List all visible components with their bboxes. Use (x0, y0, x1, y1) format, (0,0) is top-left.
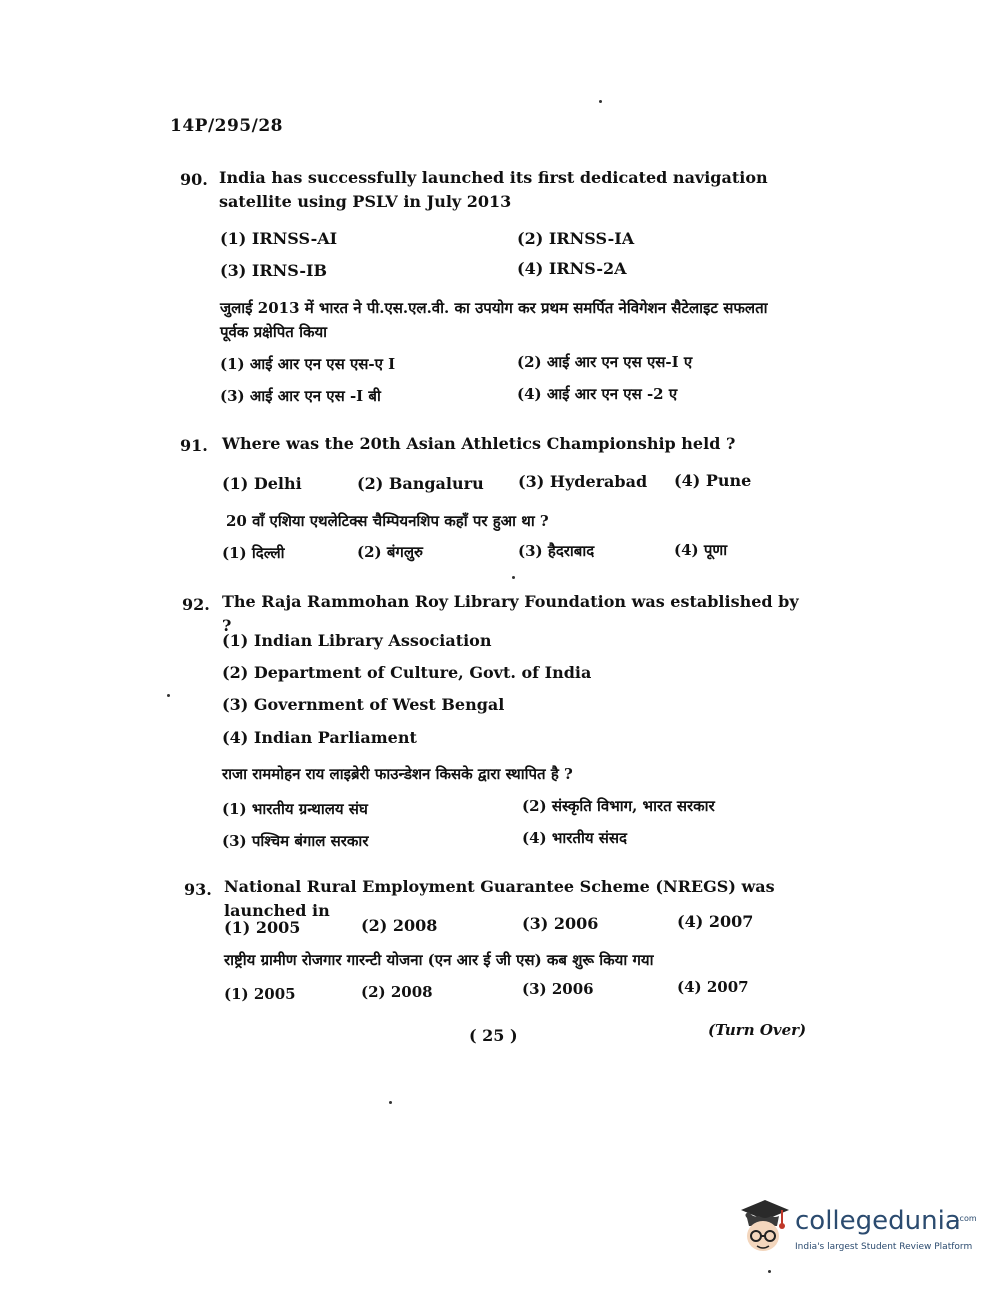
scan-speck (167, 694, 170, 697)
option-hi: (3) हैदराबाद (518, 542, 595, 560)
mascot-icon (735, 1196, 793, 1258)
option-hi: (1) दिल्ली (222, 544, 285, 562)
scan-speck (599, 100, 602, 103)
option: (3) IRNS-IB (220, 261, 328, 280)
scan-speck (389, 1101, 392, 1104)
option-hi: (4) आई आर एन एस -2 ए (517, 385, 678, 403)
turn-over-label: (Turn Over) (708, 1021, 807, 1039)
option-hi: (2) आई आर एन एस एस-I ए (517, 353, 693, 371)
question-text-en: Where was the 20th Asian Athletics Championship held ? (222, 434, 736, 453)
option-hi: (2) बंगलुरु (357, 543, 424, 561)
scan-speck (768, 1270, 771, 1273)
option-hi: (1) आई आर एन एस एस-ए I (220, 355, 396, 373)
option: (2) Bangaluru (357, 474, 484, 493)
question-number: 90. (180, 170, 208, 189)
option: (2) 2008 (361, 916, 438, 935)
option: (1) Indian Library Association (222, 631, 492, 650)
brand-suffix: .com (957, 1214, 977, 1223)
option: (3) 2006 (522, 914, 599, 933)
question-text-en: The Raja Rammohan Roy Library Foundation was established by ? (222, 592, 799, 635)
watermark-logo (735, 1196, 977, 1266)
option-hi: (4) भारतीय संसद (522, 829, 628, 847)
option-hi: (2) 2008 (361, 983, 433, 1001)
option: (3) Government of West Bengal (222, 695, 505, 714)
scan-speck (512, 576, 515, 579)
option-hi: (3) आई आर एन एस -I बी (220, 387, 381, 405)
option-hi: (1) भारतीय ग्रन्थालय संघ (222, 800, 368, 818)
option: (1) 2005 (224, 918, 301, 937)
option-hi: (4) पूणा (674, 541, 728, 559)
question-number: 91. (180, 436, 208, 455)
brand-tagline: India's largest Student Review Platform (795, 1242, 973, 1252)
option-hi: (3) पश्चिम बंगाल सरकार (222, 832, 369, 850)
option-hi: (4) 2007 (677, 978, 749, 996)
option: (1) Delhi (222, 474, 302, 493)
question-number: 93. (184, 880, 212, 899)
question-text-hi: 20 वाँ एशिया एथलेटिक्स चैम्पियनशिप कहाँ पर हुआ था ? (226, 512, 549, 530)
question-text-hi: राष्ट्रीय ग्रामीण रोजगार गारन्टी योजना (एन आर ई जी एस) कब शुरू किया गया (224, 951, 654, 969)
option: (4) Indian Parliament (222, 728, 417, 747)
page-number: ( 25 ) (469, 1026, 518, 1045)
option: (2) IRNSS-IA (517, 229, 635, 248)
paper-code: 14P/295/28 (170, 116, 284, 136)
option-hi: (1) 2005 (224, 985, 296, 1003)
option-hi: (3) 2006 (522, 980, 594, 998)
option-hi: (2) संस्कृति विभाग, भारत सरकार (522, 797, 715, 815)
option: (3) Hyderabad (518, 472, 648, 491)
option: (2) Department of Culture, Govt. of India (222, 663, 592, 682)
question-number: 92. (182, 595, 210, 614)
question-text-en: India has successfully launched its first dedicated navigation satellite using PSLV in July 2013 (219, 168, 768, 211)
option: (4) 2007 (677, 912, 754, 931)
option: (4) Pune (674, 471, 752, 490)
question-text-hi: राजा राममोहन राय लाइब्रेरी फाउन्डेशन किसके द्वारा स्थापित है ? (222, 765, 573, 783)
option: (4) IRNS-2A (517, 259, 627, 278)
question-text-en: National Rural Employment Guarantee Scheme (NREGS) was launched in (224, 877, 775, 920)
option: (1) IRNSS-AI (220, 229, 338, 248)
brand-name: collegedunia (795, 1206, 961, 1236)
question-text-hi: जुलाई 2013 में भारत ने पी.एस.एल.वी. का उपयोग कर प्रथम समर्पित नेविगेशन सैटेलाइट सफलता पूर्वक प्रक्षेपित किया (220, 299, 768, 341)
